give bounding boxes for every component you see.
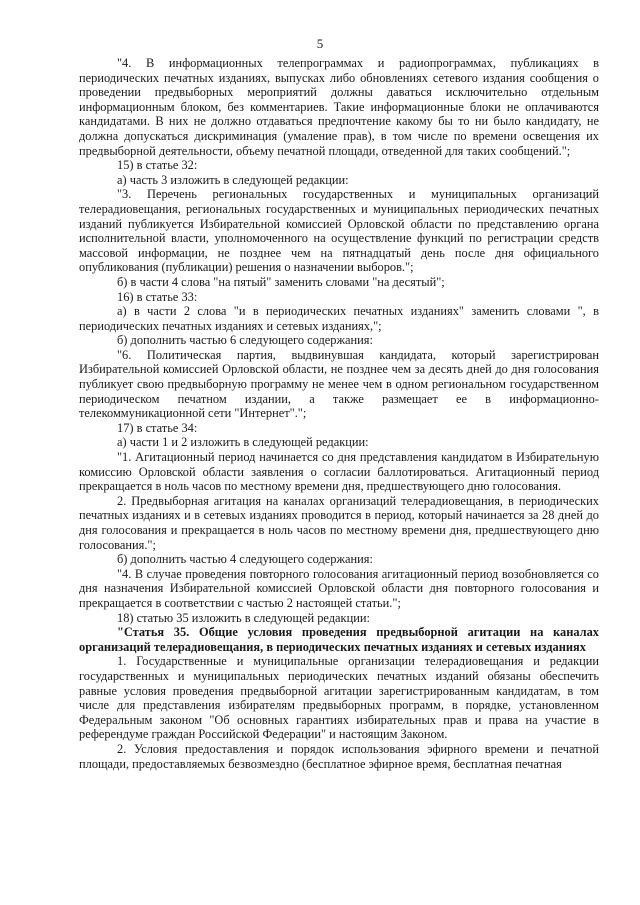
paragraph: а) часть 3 изложить в следующей редакции: [117,172,349,187]
article-heading: "Статья 35. Общие условия проведения предвыборной агитации на каналах организаций телерадиовещания, в периодических печатных изданиях и сетевых изданиях [79,625,599,654]
paragraph: б) в части 4 слова "на пятый" заменить словами "на десятый"; [117,274,445,289]
paragraph: "6. Политическая партия, выдвинувшая кандидата, который зарегистрирован Избирательной комиссией Орловской области, не позднее чем за десять дней до дня голосования публикует свою предвыборную программу не менее чем в одном региональном государственном периодическом печатном издании, а также размещает ее в информационно-телекоммуникационной сети "Интернет"."; [79,347,599,421]
paragraph: "1. Агитационный период начинается со дня представления кандидатом в Избирательную комиссию Орловской области заявления о согласии баллотироваться. Агитационный период прекращается в ноль часов по местному времени дня, предшествующего дню голосования. [79,450,599,494]
paragraph: "3. Перечень региональных государственных и муниципальных организаций телерадиовещания, региональных государственных и муниципальных периодических печатных изданий публикуется Избирательной комиссией Орловской области по представлению органа исполнительной власти, уполномоченного на осуществление функций по регистрации средств массовой информации, не позднее чем на пятнадцатый день после дня официального опубликования (публикации) решения о назначении выборов."; [79,187,599,275]
paragraph: 16) в статье 33: [117,289,198,304]
paragraph: б) дополнить частью 6 следующего содержания: [117,333,373,348]
paragraph: 2. Условия предоставления и порядок использования эфирного времени и печатной площади, предоставляемых безвозмездно (бесплатное эфирное время, бесплатная печатная [79,741,599,771]
paragraph: 15) в статье 32: [117,158,198,173]
paragraph: 18) статью 35 изложить в следующей редакции: [117,610,370,625]
paragraph: б) дополнить частью 4 следующего содержания: [117,552,373,567]
paragraph: а) части 1 и 2 изложить в следующей редакции: [117,435,369,450]
paragraph: "4. В случае проведения повторного голосования агитационный период возобновляется со дня назначения Избирательной комиссией Орловской области дня повторного голосования и прекращается в соответствии с частью 2 настоящей статьи."; [79,566,599,610]
paragraph: "4. В информационных телепрограммах и радиопрограммах, публикациях в периодических печатных изданиях, выпусках либо обновлениях сетевого издания сообщения о проведении предвыборных мероприятий должны даваться исключительно отдельным информационным блоком, без комментариев. Такие информационные блоки не оплачиваются кандидатами. В них не должно отдаваться предпочтение какому бы то ни было кандидату, не должна допускаться дискриминация (умаление прав), в том числе по времени освещения их предвыборной деятельности, объему печатной площади, отведенной для таких сообщений."; [79,56,599,158]
document-body [79,56,599,771]
paragraph: 1. Государственные и муниципальные организации телерадиовещания и редакции государственных и муниципальных периодических печатных изданий обязаны обеспечить равные условия проведения предвыборной агитации зарегистрированным кандидатам, в том числе для представления избирателям предвыборных программ, в порядке, установленном Федеральным законом "Об основных гарантиях избирательных прав и права на участие в референдуме граждан Российской Федерации" и настоящим Законом. [79,654,599,742]
paragraph: 17) в статье 34: [117,420,198,435]
paragraph: 2. Предвыборная агитация на каналах организаций телерадиовещания, в периодических печатных изданиях и в сетевых изданиях проводится в период, который начинается за 28 дней до дня голосования и прекращается в ноль часов по местному времени дня, предшествующего дню голосования."; [79,493,599,552]
paragraph: а) в части 2 слова "и в периодических печатных изданиях" заменить словами ", в периодических печатных изданиях и сетевых изданиях,"; [79,304,599,333]
page-number: 5 [316,36,324,51]
